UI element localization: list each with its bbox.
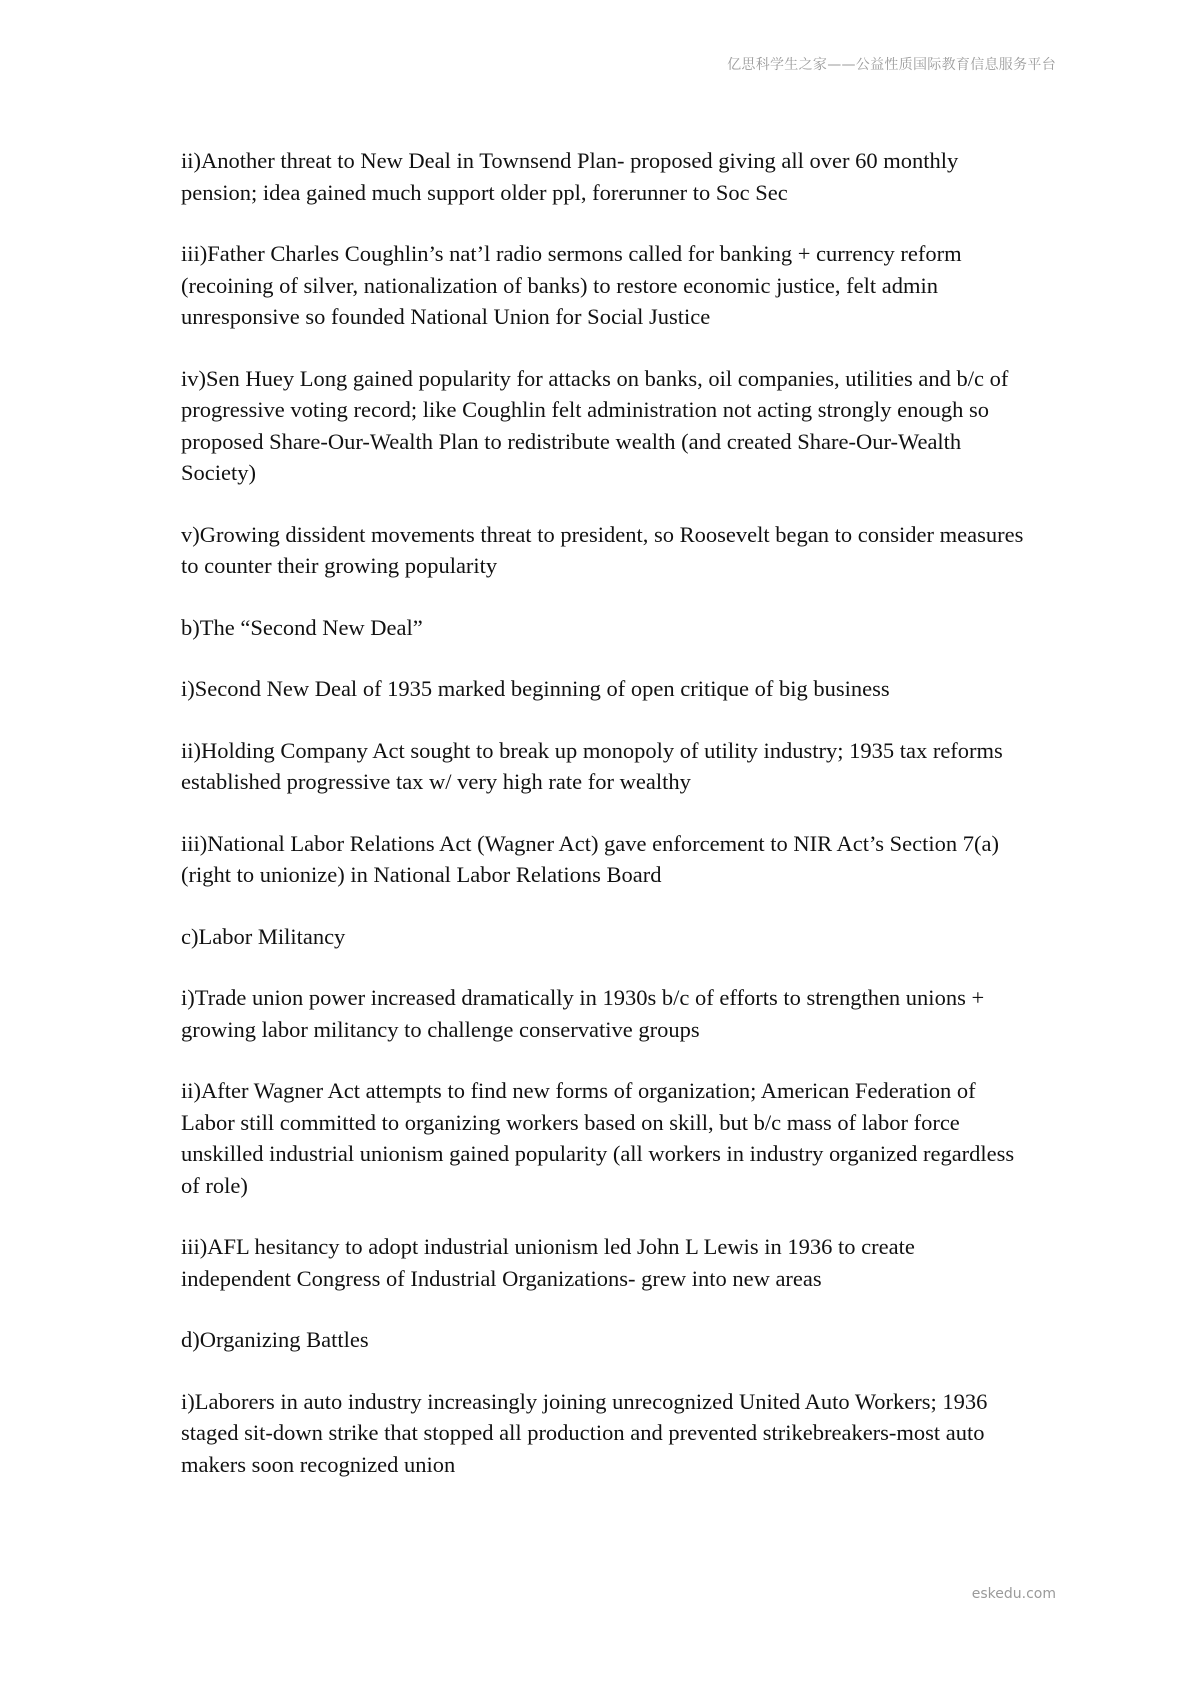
paragraph-cio: iii)AFL hesitancy to adopt industrial unionism led John L Lewis in 1936 to create independent Congress of Industrial Organizations- grew into new areas bbox=[181, 1234, 915, 1291]
page-header-site-name: 亿思科学生之家——公益性质国际教育信息服务平台 bbox=[727, 57, 1056, 73]
paragraph-wagner-act: iii)National Labor Relations Act (Wagner Act) gave enforcement to NIR Act’s Section 7(a) (right to unionize) in National Labor Relations Board bbox=[181, 830, 999, 887]
section-heading-organizing-battles: d)Organizing Battles bbox=[181, 1327, 369, 1352]
paragraph-second-new-deal: i)Second New Deal of 1935 marked beginning of open critique of big business bbox=[181, 676, 890, 701]
paragraph-coughlin: iii)Father Charles Coughlin’s nat’l radio sermons called for banking + currency reform (recoining of silver, nationalization of banks) to restore economic justice, felt admin unresponsive so founded National Union for Social Justice bbox=[181, 241, 962, 329]
section-heading-second-new-deal: b)The “Second New Deal” bbox=[181, 614, 423, 640]
paragraph-townsend-plan: ii)Another threat to New Deal in Townsend Plan- proposed giving all over 60 monthly pension; idea gained much support older ppl, forerunner to Soc Sec bbox=[181, 148, 959, 205]
section-heading-labor-militancy: c)Labor Militancy bbox=[181, 923, 346, 949]
page-footer-site-url: eskedu.com bbox=[971, 1586, 1056, 1602]
paragraph-afl-organization: ii)After Wagner Act attempts to find new forms of organization; American Federation of Labor still committed to organizing workers based on skill, but b/c mass of labor force unskilled industrial unionism gained popularity (all workers in industry organized regardless of role) bbox=[181, 1078, 1015, 1198]
document-body bbox=[181, 145, 1026, 1510]
paragraph-dissident-movements: v)Growing dissident movements threat to president, so Roosevelt began to consider measures to counter their growing popularity bbox=[181, 521, 1024, 578]
paragraph-trade-union-power: i)Trade union power increased dramatically in 1930s b/c of efforts to strengthen unions + growing labor militancy to challenge conservative groups bbox=[181, 985, 985, 1042]
paragraph-holding-company-act: ii)Holding Company Act sought to break up monopoly of utility industry; 1935 tax reforms established progressive tax w/ very high rate for wealthy bbox=[181, 737, 1003, 794]
paragraph-huey-long: iv)Sen Huey Long gained popularity for attacks on banks, oil companies, utilities and b/c of progressive voting record; like Coughlin felt administration not acting strongly enough so proposed Share-Our-Wealth Plan to redistribute wealth (and created Share-Our-Wealth Society) bbox=[181, 365, 1009, 485]
paragraph-auto-workers: i)Laborers in auto industry increasingly joining unrecognized United Auto Workers; 1936 staged sit-down strike that stopped all production and prevented strikebreakers-most auto makers soon recognized union bbox=[181, 1388, 988, 1477]
